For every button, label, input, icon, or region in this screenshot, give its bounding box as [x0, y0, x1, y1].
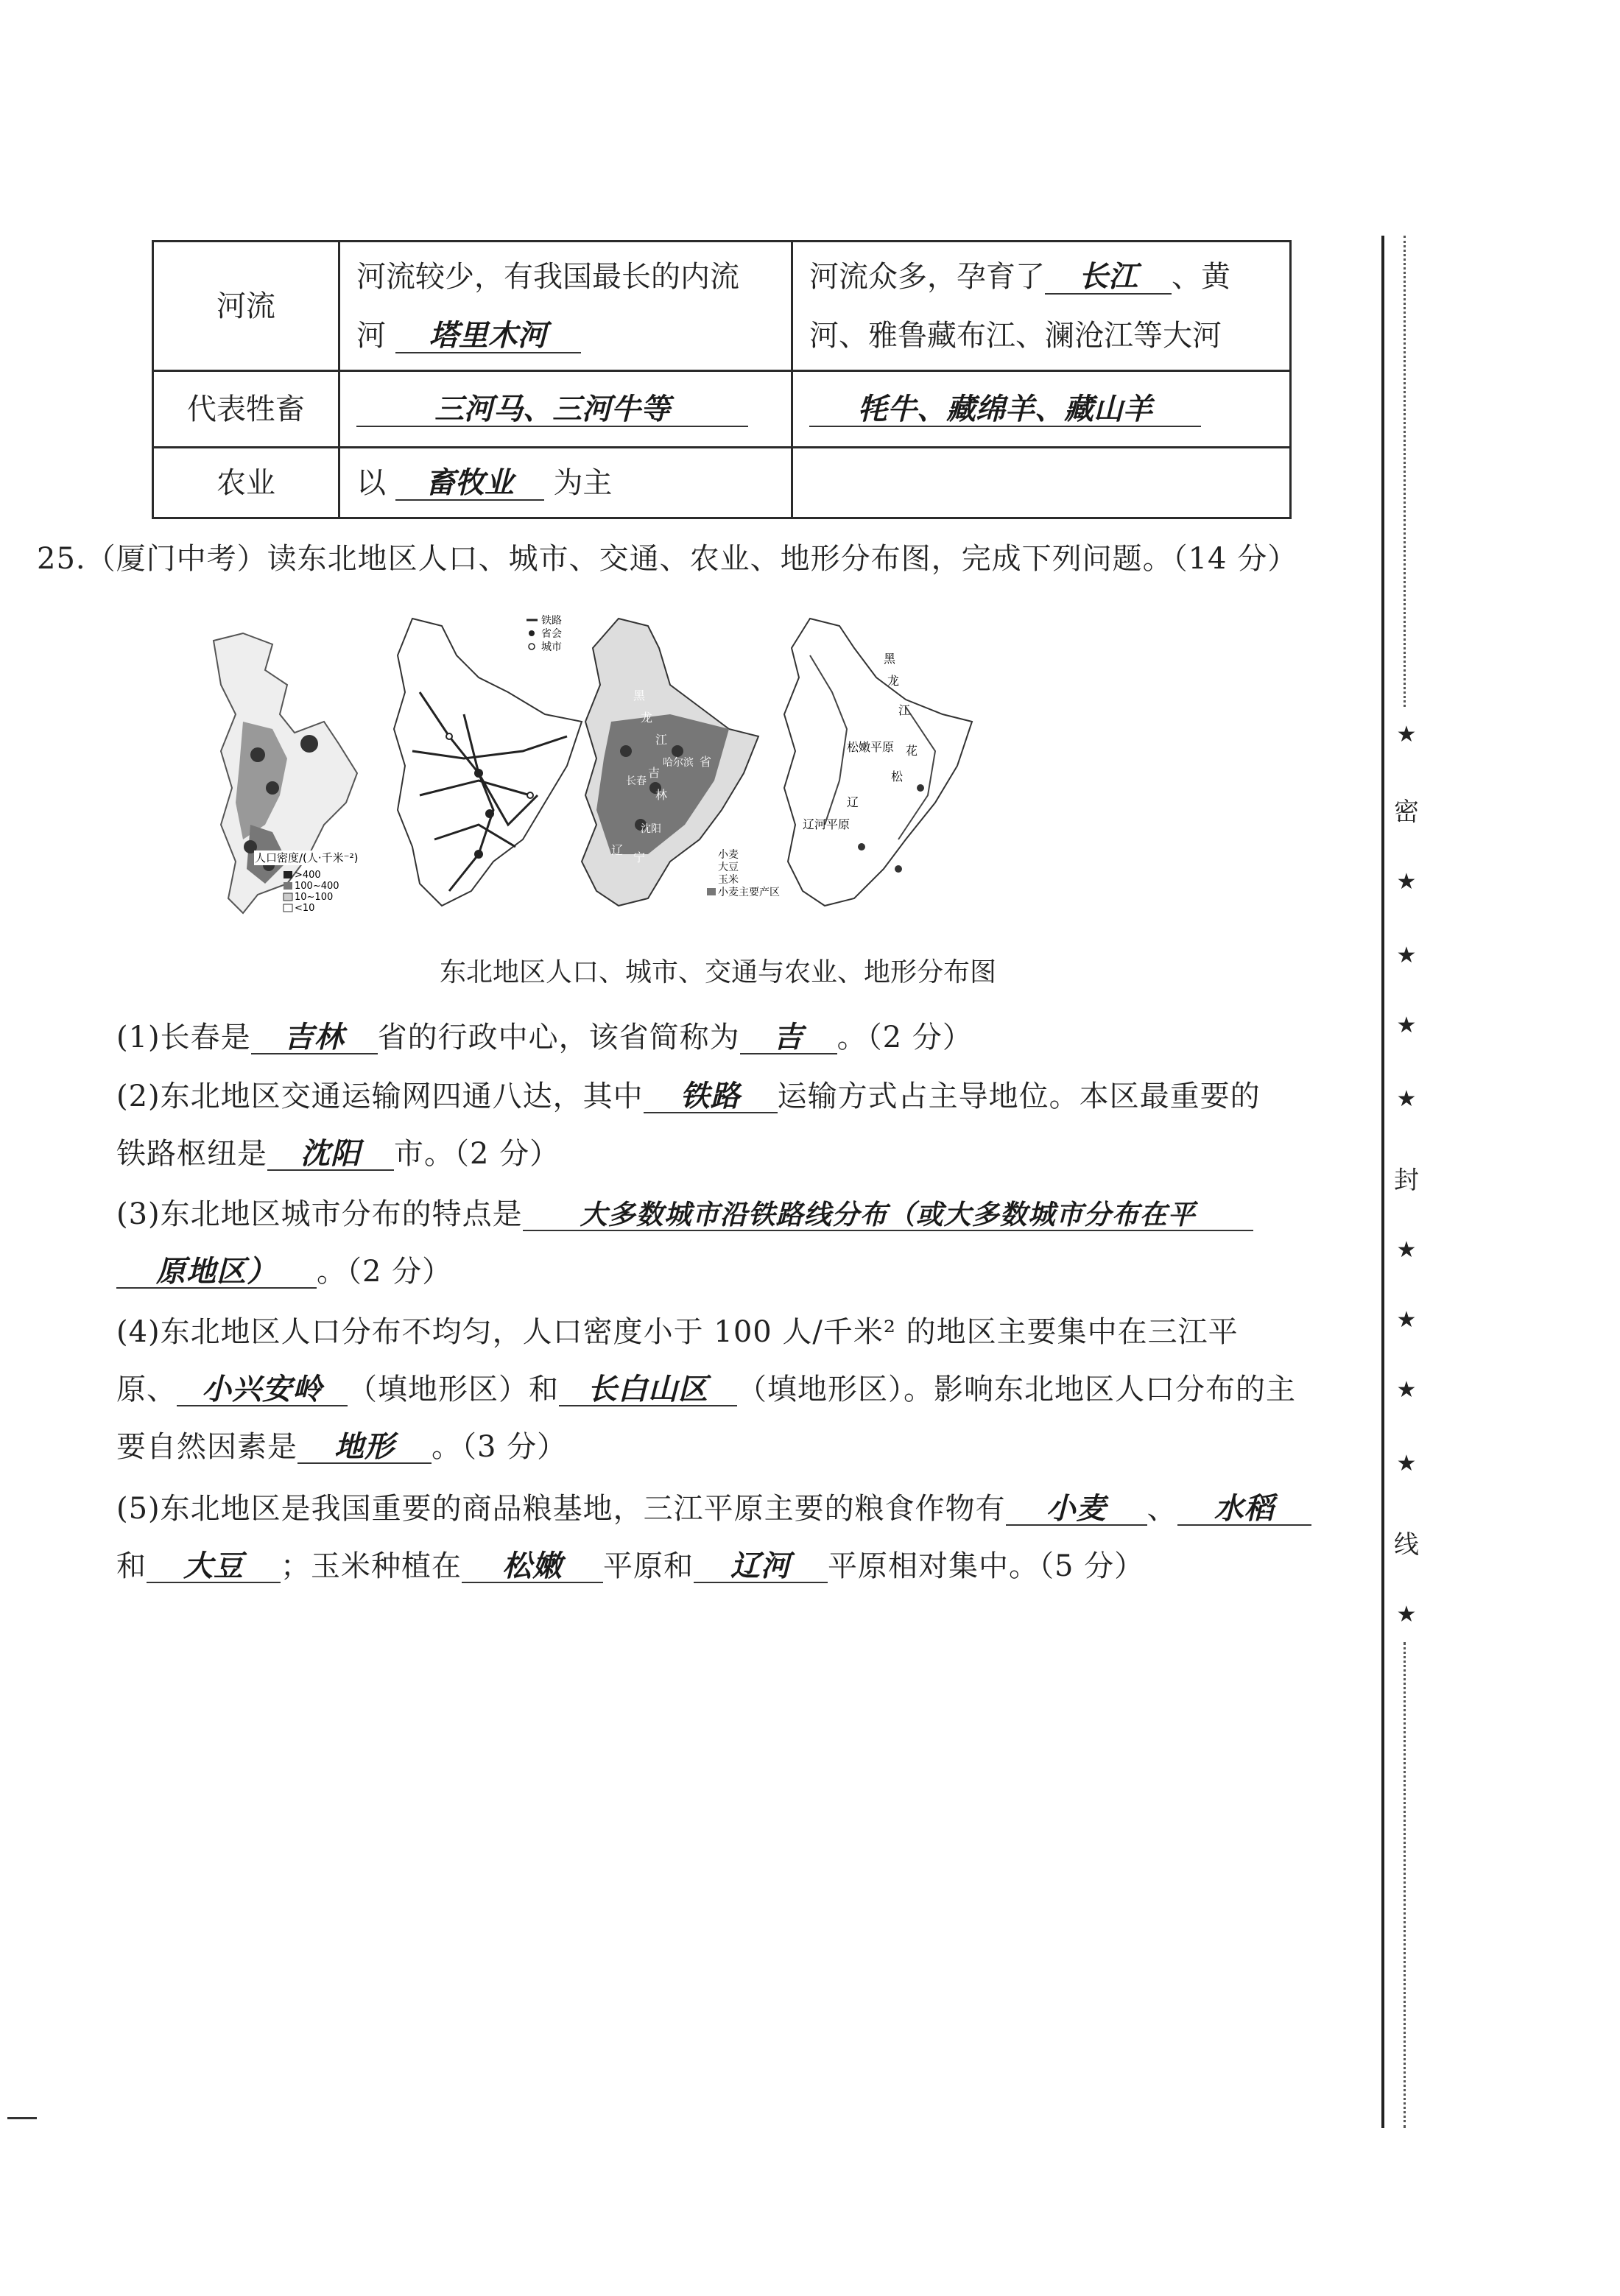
- legend-label: 小麦: [718, 849, 739, 861]
- answer: 小兴安岭: [177, 1374, 348, 1406]
- legend-label: 大豆: [718, 862, 739, 873]
- cell-text: 河流众多，孕育了: [809, 259, 1045, 294]
- question-text: (5)东北地区是我国重要的商品粮基地，三江平原主要的粮食作物有: [116, 1492, 1006, 1526]
- star-icon: ★: [1396, 1307, 1417, 1333]
- cell-text: 河流较少，有我国最长的内流: [356, 259, 739, 294]
- figure-caption: 东北地区人口、城市、交通与农业、地形分布图: [439, 957, 996, 987]
- star-icon: ★: [1396, 1013, 1417, 1038]
- question-text: 省的行政中心，该省简称为: [377, 1021, 740, 1054]
- comparison-table: [152, 240, 1292, 519]
- question-1: [116, 1009, 1339, 1066]
- margin-dotted-line: [1404, 236, 1406, 707]
- answer: 大多数城市沿铁路线分布（或大多数城市分布在平: [523, 1201, 1253, 1231]
- answer: 长白山区: [559, 1374, 737, 1406]
- question-text: 。（3 分）: [432, 1430, 568, 1464]
- population-density-map: [214, 633, 358, 914]
- cell-text: 为主: [553, 465, 613, 500]
- map-label: 人口密度/(人·千米⁻²): [255, 851, 359, 864]
- answer: 铁路: [644, 1081, 778, 1113]
- legend-label: 小麦主要产区: [718, 887, 780, 898]
- answer: 小麦: [1006, 1493, 1147, 1526]
- map-label: 省: [700, 755, 712, 769]
- legend-label: 城市: [541, 641, 562, 653]
- question-title: 25.（厦门中考）读东北地区人口、城市、交通、农业、地形分布图，完成下列问题。（14 分）: [37, 542, 1298, 576]
- map-label: 江: [655, 733, 668, 747]
- legend-label: 10~100: [295, 892, 334, 903]
- answer: 水稻: [1177, 1493, 1311, 1526]
- northeast-maps-figure: [199, 604, 1031, 928]
- seal-char: 密: [1394, 797, 1419, 827]
- table-cell: [792, 448, 1291, 518]
- answer: 沈阳: [267, 1138, 394, 1171]
- question-text: (1)长春是: [116, 1021, 251, 1054]
- answer: 吉林: [251, 1022, 378, 1054]
- map-label: 花: [906, 744, 918, 758]
- question-text: 要自然因素是: [116, 1430, 297, 1464]
- star-icon: ★: [1396, 1237, 1417, 1263]
- row-header: 代表牲畜: [153, 371, 339, 448]
- star-icon: ★: [1396, 1602, 1417, 1627]
- map-label: 辽河平原: [803, 817, 850, 831]
- question-text: 平原和: [603, 1549, 694, 1583]
- question-text: (4)东北地区人口分布不均匀，人口密度小于 100 人/千米² 的地区主要集中在三江平: [116, 1315, 1239, 1349]
- cell-text: 、黄: [1172, 259, 1230, 294]
- corner-mark: [7, 2117, 37, 2119]
- star-icon: ★: [1396, 722, 1417, 747]
- legend-label: <10: [295, 903, 315, 914]
- question-text: (2)东北地区交通运输网四通八达，其中: [116, 1080, 644, 1113]
- legend-label: 省会: [541, 628, 562, 640]
- question-text: (3)东北地区城市分布的特点是: [116, 1197, 523, 1231]
- star-icon: ★: [1396, 1086, 1417, 1112]
- answer: 塔里木河: [395, 320, 581, 353]
- star-icon: ★: [1396, 943, 1417, 968]
- map-label: 松: [891, 770, 904, 783]
- star-icon: ★: [1396, 1377, 1417, 1403]
- map-label: 黑: [633, 689, 646, 702]
- table-cell: [339, 242, 792, 371]
- map-label: 长春: [626, 775, 647, 787]
- map-label: 哈尔滨: [663, 757, 694, 769]
- question-text: （填地形区）。影响东北地区人口分布的主: [737, 1373, 1296, 1406]
- question-5: [116, 1480, 1339, 1595]
- question-text: ；玉米种植在: [281, 1549, 462, 1583]
- map-label: 吉: [648, 766, 661, 780]
- table-row: [153, 242, 1291, 371]
- transport-map: [394, 614, 582, 906]
- question-text: 铁路枢纽是: [116, 1137, 267, 1171]
- map-label: 松嫩平原: [847, 740, 895, 754]
- map-label: 辽: [611, 843, 624, 857]
- answer: 三河马、三河牛等: [356, 393, 748, 427]
- answer: 吉: [740, 1022, 837, 1054]
- row-header: 河流: [153, 242, 339, 371]
- map-label: 江: [898, 703, 911, 717]
- map-label: 宁: [633, 851, 646, 864]
- row-header: 农业: [153, 448, 339, 518]
- seal-char: 封: [1394, 1166, 1419, 1195]
- cell-text: 河: [356, 318, 386, 353]
- terrain-map: [784, 619, 972, 906]
- answer: 松嫩: [462, 1551, 603, 1583]
- question-text: 平原相对集中。（5 分）: [828, 1549, 1145, 1583]
- answer: 长江: [1045, 261, 1172, 295]
- question-text: 市。（2 分）: [394, 1137, 560, 1171]
- question-text: 和: [116, 1549, 147, 1583]
- seal-char: 线: [1394, 1530, 1419, 1560]
- answer: 牦牛、藏绵羊、藏山羊: [809, 393, 1201, 427]
- legend-label: 玉米: [718, 874, 739, 886]
- cell-text: 以: [356, 465, 386, 500]
- legend-label: 100~400: [295, 881, 339, 892]
- question-text: 、: [1147, 1492, 1177, 1526]
- margin-dotted-line: [1404, 1642, 1406, 2128]
- question-text: （填地形区）和: [348, 1373, 559, 1406]
- question-3: [116, 1186, 1339, 1300]
- table-row: [153, 448, 1291, 518]
- star-icon: ★: [1396, 869, 1417, 895]
- agriculture-map: [582, 619, 780, 906]
- answer: 原地区）: [116, 1256, 317, 1289]
- answer: 辽河: [694, 1551, 828, 1583]
- map-label: 辽: [847, 795, 859, 809]
- question-text: 原、: [116, 1373, 177, 1406]
- table-cell: [792, 242, 1291, 371]
- question-text: 运输方式占主导地位。本区最重要的: [777, 1080, 1261, 1113]
- map-label: 黑: [884, 652, 896, 666]
- map-label: 林: [655, 788, 668, 802]
- question-text: 。（2 分）: [837, 1021, 973, 1054]
- map-label: 龙: [887, 674, 900, 688]
- answer: 畜牧业: [395, 467, 544, 501]
- legend-label: 铁路: [541, 615, 562, 627]
- cell-text: 河、雅鲁藏布江、澜沧江等大河: [809, 318, 1222, 353]
- answer: 地形: [297, 1432, 432, 1464]
- table-cell: [792, 371, 1291, 448]
- table-cell: [339, 448, 792, 518]
- map-label: 龙: [641, 711, 653, 725]
- star-icon: ★: [1396, 1451, 1417, 1476]
- map-label: 沈阳: [641, 823, 661, 835]
- table-cell: [339, 371, 792, 448]
- answer: 大豆: [147, 1551, 281, 1583]
- legend-label: >400: [295, 870, 321, 881]
- question-text: 。（2 分）: [317, 1255, 453, 1289]
- table-row: [153, 371, 1291, 448]
- question-2: [116, 1068, 1339, 1183]
- question-4: [116, 1303, 1339, 1476]
